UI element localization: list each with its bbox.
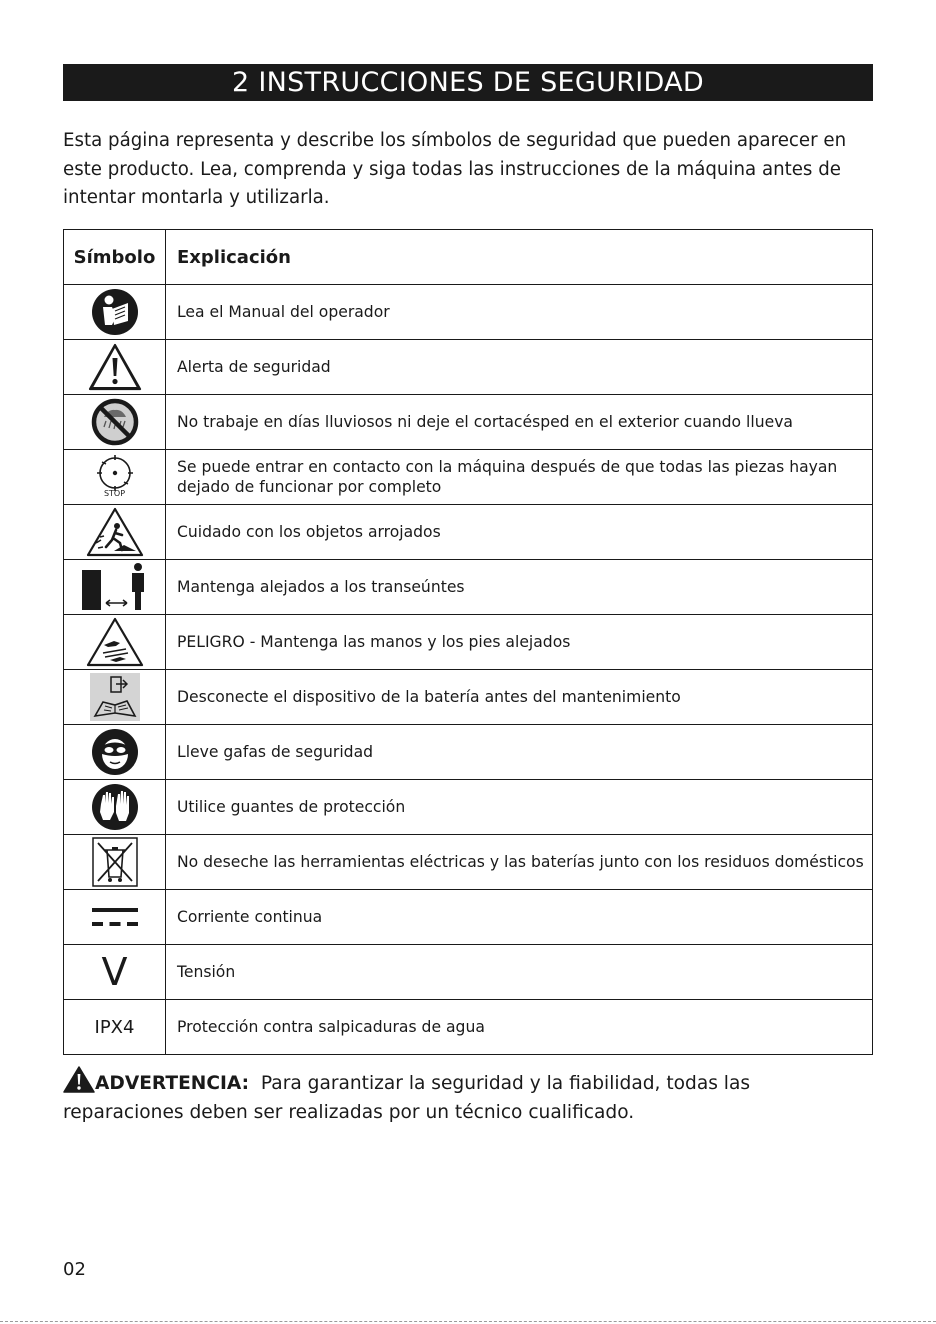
- ipx4-icon: IPX4: [94, 1016, 135, 1038]
- symbol-cell: [64, 560, 166, 615]
- table-row: [64, 945, 873, 1000]
- protective-gloves-icon: [90, 782, 140, 832]
- explanation-cell: Utilice guantes de protección: [166, 780, 873, 835]
- table-row: [64, 835, 873, 890]
- explanation-cell: Lea el Manual del operador: [166, 285, 873, 340]
- warning-triangle-icon: [63, 1066, 95, 1093]
- direct-current-icon: [90, 902, 140, 932]
- symbol-cell: [64, 395, 166, 450]
- symbol-cell: [64, 1000, 166, 1055]
- symbol-cell: [64, 505, 166, 560]
- disconnect-battery-icon: [89, 672, 141, 722]
- bystanders-distance-icon: [80, 562, 150, 612]
- section-title: 2 INSTRUCCIONES DE SEGURIDAD: [63, 64, 873, 101]
- explanation-cell: Lleve gafas de seguridad: [166, 725, 873, 780]
- weee-bin-icon: [92, 837, 138, 887]
- explanation-cell: Se puede entrar en contacto con la máquina después de que todas las piezas hayan dejado de funcionar por completo: [166, 450, 873, 505]
- table-row: [64, 505, 873, 560]
- symbol-column-header: Símbolo: [64, 230, 166, 285]
- table-row: [64, 670, 873, 725]
- table-row: [64, 560, 873, 615]
- warning-paragraph: [63, 1066, 875, 1127]
- explanation-cell: Mantenga alejados a los transeúntes: [166, 560, 873, 615]
- table-row: [64, 285, 873, 340]
- table-row: [64, 725, 873, 780]
- explanation-cell: Protección contra salpicaduras de agua: [166, 1000, 873, 1055]
- symbol-cell: [64, 285, 166, 340]
- explanation-cell: No trabaje en días lluviosos ni deje el cortacésped en el exterior cuando llueva: [166, 395, 873, 450]
- explanation-column-header: Explicación: [166, 230, 873, 285]
- bottom-divider: [0, 1321, 936, 1322]
- stop-label: STOP: [103, 489, 126, 498]
- symbol-cell: [64, 670, 166, 725]
- table-header-row: [64, 230, 873, 285]
- safety-goggles-icon: [90, 727, 140, 777]
- table-row: [64, 890, 873, 945]
- explanation-cell: PELIGRO - Mantenga las manos y los pies alejados: [166, 615, 873, 670]
- explanation-cell: Corriente continua: [166, 890, 873, 945]
- table-row: [64, 340, 873, 395]
- no-rain-icon: [90, 397, 140, 447]
- explanation-cell: Cuidado con los objetos arrojados: [166, 505, 873, 560]
- explanation-cell: Alerta de seguridad: [166, 340, 873, 395]
- symbol-cell: [64, 780, 166, 835]
- blade-stop-icon: [94, 452, 136, 492]
- table-row: [64, 395, 873, 450]
- intro-paragraph: Esta página representa y describe los símbolos de seguridad que pueden aparecer en este producto. Lea, comprenda y siga todas las instrucciones de la máquina antes de intentar montarla y utilizarla.: [63, 130, 847, 209]
- read-manual-icon: [90, 287, 140, 337]
- explanation-cell: Desconecte el dispositivo de la batería antes del mantenimiento: [166, 670, 873, 725]
- symbol-cell: [64, 615, 166, 670]
- explanation-cell: Tensión: [166, 945, 873, 1000]
- safety-symbols-table: [63, 229, 873, 1055]
- warning-label: ADVERTENCIA:: [95, 1073, 250, 1094]
- thrown-objects-icon: [86, 507, 144, 557]
- table-row: [64, 615, 873, 670]
- page-number: 02: [63, 1259, 86, 1280]
- table-row: [64, 780, 873, 835]
- symbol-cell: [64, 835, 166, 890]
- table-row: [64, 1000, 873, 1055]
- warning-text: Para garantizar la seguridad y la fiabilidad, todas las reparaciones deben ser realizadas por un técnico cualificado.: [63, 1073, 751, 1123]
- safety-alert-icon: [88, 343, 142, 391]
- symbol-cell: [64, 945, 166, 1000]
- symbol-cell: [64, 890, 166, 945]
- hands-feet-danger-icon: [86, 617, 144, 667]
- symbol-cell: [64, 340, 166, 395]
- table-row: [64, 450, 873, 505]
- symbol-cell: [64, 725, 166, 780]
- symbol-cell: [64, 450, 166, 505]
- explanation-cell: No deseche las herramientas eléctricas y las baterías junto con los residuos domésticos: [166, 835, 873, 890]
- volt-icon: V: [101, 950, 128, 994]
